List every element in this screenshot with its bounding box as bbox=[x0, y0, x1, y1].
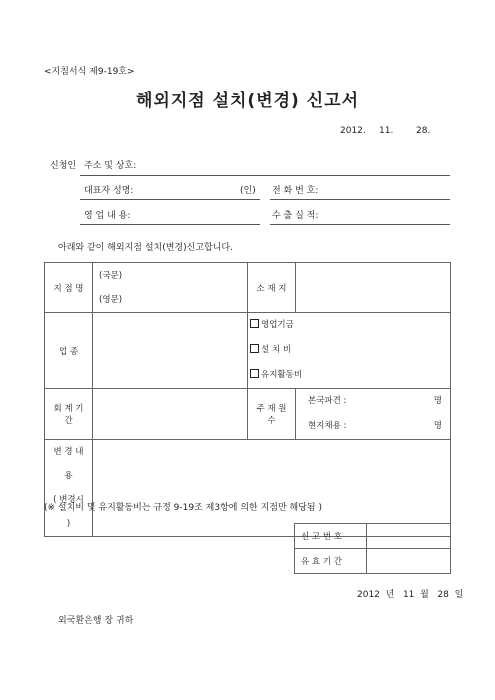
branch-table bbox=[44, 262, 451, 537]
statement: 아래와 같이 해외지점 설치(변경)신고합니다. bbox=[58, 243, 233, 253]
date-day: 28. bbox=[416, 126, 431, 136]
checkbox[interactable] bbox=[250, 369, 259, 378]
change-cell[interactable] bbox=[93, 440, 451, 537]
export-label: 수 출 실 적: bbox=[272, 211, 319, 221]
staff-cell[interactable] bbox=[296, 389, 451, 440]
business-type-label: 업 종 bbox=[45, 313, 93, 389]
fiscal-period-cell[interactable] bbox=[93, 389, 248, 440]
location-label: 소 재 지 bbox=[248, 263, 296, 313]
branch-name-label: 지 점 명 bbox=[45, 263, 93, 313]
representative-line[interactable] bbox=[80, 199, 260, 200]
addressee: 외국환은행 장 귀하 bbox=[58, 616, 134, 626]
phone-line[interactable] bbox=[270, 199, 450, 200]
fund-option[interactable]: 영업기금 bbox=[250, 313, 450, 338]
table-row bbox=[45, 389, 451, 440]
english-name-label: (영문) bbox=[99, 294, 123, 305]
table-row bbox=[45, 263, 451, 313]
location-cell[interactable] bbox=[296, 263, 451, 313]
valid-period-label: 유 효 기 간 bbox=[295, 549, 367, 574]
funds-cell bbox=[248, 313, 451, 389]
staff-label: 주 재 원 수 bbox=[248, 389, 296, 440]
business-label: 영 업 내 용: bbox=[84, 211, 131, 221]
form-code: <지침서식 제9-19호> bbox=[44, 67, 135, 77]
registry-table bbox=[294, 523, 451, 574]
unit-label: 명 bbox=[433, 396, 442, 406]
local-label: 현지채용 : bbox=[308, 421, 347, 431]
checkbox[interactable] bbox=[250, 319, 259, 328]
phone-label: 전 화 번 호: bbox=[272, 186, 319, 196]
business-type-cell[interactable] bbox=[93, 313, 248, 389]
report-number-cell[interactable] bbox=[367, 524, 451, 549]
table-row bbox=[45, 440, 451, 537]
applicant-label: 신청인 bbox=[50, 161, 77, 171]
table-row bbox=[45, 313, 451, 389]
seal-mark: (인) bbox=[240, 186, 256, 196]
report-number-label: 신 고 번 호 bbox=[295, 524, 367, 549]
business-line[interactable] bbox=[80, 224, 260, 225]
table-row bbox=[295, 549, 451, 574]
korean-name-label: (국문) bbox=[99, 270, 123, 281]
fund-option[interactable]: 유지활동비 bbox=[250, 363, 450, 388]
date-year: 2012. bbox=[340, 126, 366, 136]
bottom-date: 2012 년 11 월 28 일 bbox=[357, 590, 464, 600]
export-line[interactable] bbox=[270, 224, 450, 225]
page-title: 해외지점 설치(변경) 신고서 bbox=[135, 91, 360, 111]
date-month: 11. bbox=[379, 126, 394, 136]
change-label: 변 경 내 용 ( 변경시 ) bbox=[45, 440, 93, 537]
unit-label: 명 bbox=[433, 421, 442, 431]
representative-label: 대표자 성명: bbox=[84, 186, 134, 196]
footnote: (※ 설치비 및 유지활동비는 규정 9-19조 제3항에 의한 지점만 해당됨 ) bbox=[44, 503, 322, 513]
fund-option[interactable]: 설 치 비 bbox=[250, 338, 450, 363]
address-line[interactable] bbox=[80, 175, 450, 176]
dispatched-label: 본국파견 : bbox=[308, 396, 347, 406]
branch-name-cell[interactable] bbox=[93, 263, 248, 313]
valid-period-cell[interactable] bbox=[367, 549, 451, 574]
checkbox[interactable] bbox=[250, 344, 259, 353]
table-row bbox=[295, 524, 451, 549]
address-label: 주소 및 상호: bbox=[84, 161, 137, 171]
fiscal-period-label: 회 계 기 간 bbox=[45, 389, 93, 440]
